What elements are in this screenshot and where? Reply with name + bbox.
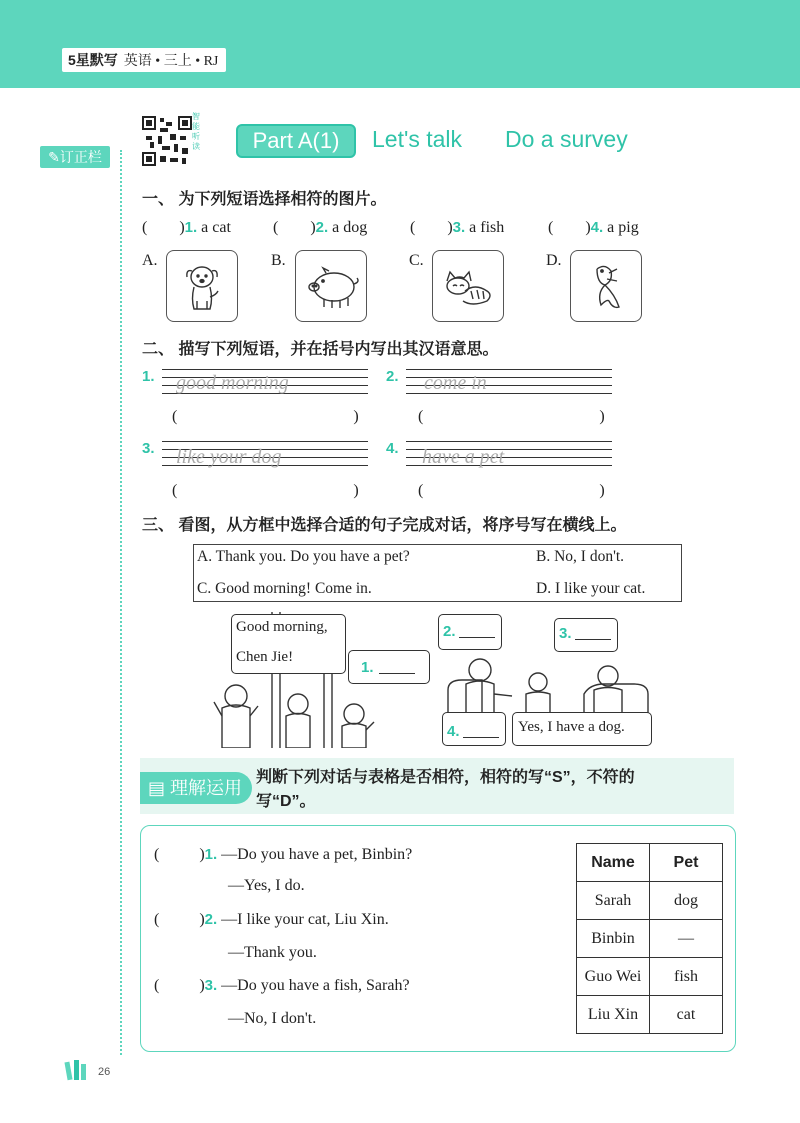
speech-bubble-blank[interactable]: 3.: [554, 618, 618, 652]
table-row: [577, 996, 723, 1034]
section2-heading: 二、 描写下列短语，并在括号内写出其汉语意思。: [142, 341, 499, 358]
dialog-item[interactable]: ( )2. —I like your cat, Liu Xin.: [154, 911, 389, 928]
dialog-answer: —No, I don't.: [228, 1010, 317, 1027]
table-row: [577, 958, 723, 996]
qr-caption: 智能听读: [192, 112, 200, 151]
brand-name: 5星默写: [68, 52, 118, 68]
table-header-row: [577, 844, 723, 882]
pencil-icon: ✎: [48, 149, 60, 165]
dog-picture-icon: [166, 250, 238, 322]
trace-phrase: have a pet: [422, 446, 505, 468]
table-cell: Liu Xin: [577, 996, 650, 1034]
section1-heading: 一、 为下列短语选择相符的图片。: [142, 191, 387, 208]
table-cell: —: [650, 920, 723, 958]
table-header: Pet: [650, 844, 723, 882]
speech-bubble-blank[interactable]: 2.: [438, 614, 502, 650]
table-cell: Guo Wei: [577, 958, 650, 996]
sentence-option: C. Good morning! Come in.: [197, 580, 372, 597]
meaning-paren[interactable]: ( ): [418, 408, 605, 425]
table-header: Name: [577, 844, 650, 882]
book-icon: ▤: [148, 778, 166, 798]
brand-label: [62, 48, 226, 72]
table-cell: cat: [650, 996, 723, 1034]
fish-picture-icon: [570, 250, 642, 322]
lesson-title-talk: Let's talk: [372, 126, 463, 152]
table-cell: fish: [650, 958, 723, 996]
speech-bubble-blank[interactable]: 4.: [442, 712, 506, 746]
trace-phrase: good morning: [176, 372, 289, 394]
section4-instruction: 判断下列对话与表格是否相符，相符的写“S”，不符的: [256, 769, 635, 786]
lesson-title-survey: Do a survey: [505, 126, 628, 152]
table-cell: dog: [650, 882, 723, 920]
section1-item[interactable]: ( )4. a pig: [548, 219, 639, 236]
section1-item[interactable]: ( )3. a fish: [410, 219, 505, 236]
item-number: 2.: [386, 368, 399, 385]
section1-item[interactable]: ( )2. a dog: [273, 219, 368, 236]
dialog-answer: —Thank you.: [228, 944, 317, 961]
sentence-option: A. Thank you. Do you have a pet?: [197, 548, 410, 565]
brand-subtitle: 英语 • 三上 • RJ: [123, 54, 219, 69]
dialog-item[interactable]: ( )1. —Do you have a pet, Binbin?: [154, 846, 413, 863]
dialog-answer: —Yes, I do.: [228, 877, 305, 894]
item-number: 1.: [142, 368, 155, 385]
table-cell: Binbin: [577, 920, 650, 958]
trace-phrase: come in: [424, 372, 487, 394]
greeting-line: Good morning,: [236, 619, 328, 635]
speech-bubble-blank[interactable]: 1.: [348, 650, 430, 684]
books-icon: [64, 1058, 94, 1082]
qr-code-icon[interactable]: [142, 116, 192, 166]
correction-column-tag: ✎订正栏: [40, 146, 110, 168]
speech-bubble-dog-reply: Yes, I have a dog.: [512, 712, 652, 746]
page-header: [0, 0, 800, 88]
sentence-option: D. I like your cat.: [536, 580, 646, 597]
option-letter: A.: [142, 252, 158, 269]
pet-table: [576, 843, 723, 1034]
item-number: 3.: [142, 440, 155, 457]
table-row: [577, 882, 723, 920]
section1-item[interactable]: ( )1. a cat: [142, 219, 231, 236]
speech-bubble-greeting: [231, 614, 346, 674]
trace-phrase: like your dog: [176, 446, 282, 468]
table-row: [577, 920, 723, 958]
meaning-paren[interactable]: ( ): [418, 482, 605, 499]
sentence-option: B. No, I don't.: [536, 548, 625, 565]
section4-tag: ▤ 理解运用: [140, 772, 252, 804]
item-number: 4.: [386, 440, 399, 457]
greeting-line: Chen Jie!: [236, 649, 294, 665]
dialog-item[interactable]: ( )3. —Do you have a fish, Sarah?: [154, 977, 410, 994]
part-badge: Part A(1): [236, 124, 356, 158]
table-cell: Sarah: [577, 882, 650, 920]
section4-instruction: 写“D”。: [256, 793, 316, 810]
section3-heading: 三、 看图，从方框中选择合适的句子完成对话，将序号写在横线上。: [142, 517, 627, 534]
page-number: 26: [98, 1066, 111, 1078]
pig-picture-icon: [295, 250, 367, 322]
meaning-paren[interactable]: ( ): [172, 482, 359, 499]
option-letter: D.: [546, 252, 562, 269]
meaning-paren[interactable]: ( ): [172, 408, 359, 425]
option-letter: C.: [409, 252, 424, 269]
option-letter: B.: [271, 252, 286, 269]
cat-picture-icon: [432, 250, 504, 322]
margin-divider: [120, 150, 122, 1055]
